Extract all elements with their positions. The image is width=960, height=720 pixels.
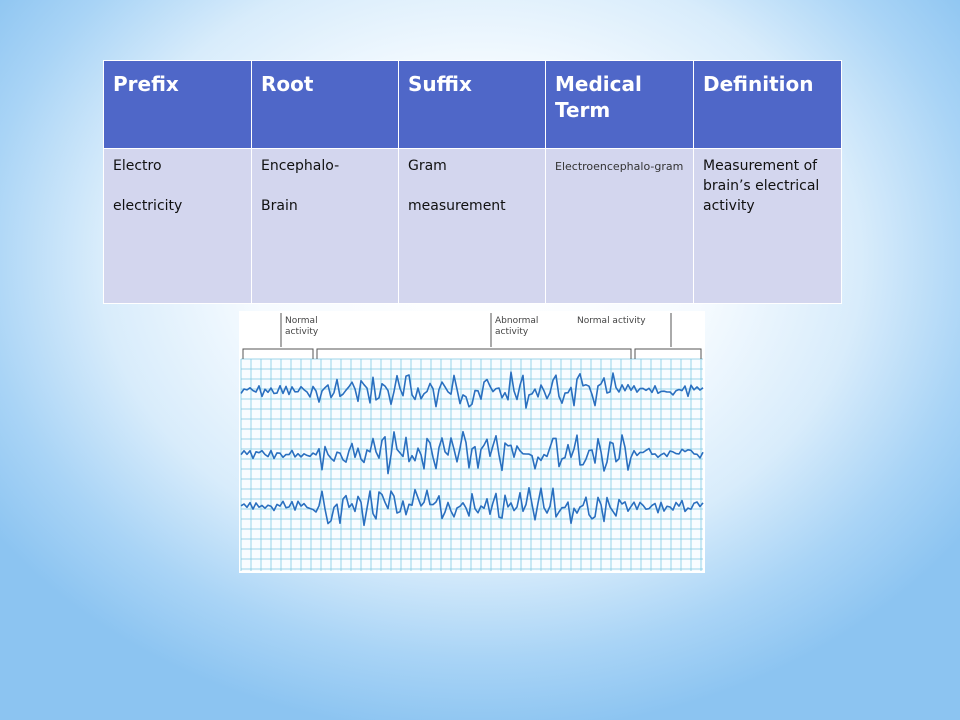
label-normal-left-line1: Normal [285,316,318,326]
definition-text: Measurement of brain’s electrical activity [703,158,820,214]
label-normal-left [285,316,320,337]
suffix-word: Gram [408,158,447,174]
label-abnormal-line1: Abnormal [495,316,539,326]
cell-suffix [399,149,546,304]
label-abnormal-line2: activity [495,327,529,337]
label-normal-left-line2: activity [285,327,319,337]
header-suffix: Suffix [399,61,546,149]
cell-root [252,149,399,304]
cell-prefix [104,149,252,304]
table-header-row [104,61,842,149]
medical-term-table [103,60,842,304]
table-row [104,149,842,304]
suffix-meaning: measurement [408,198,506,214]
eeg-figure [239,311,705,573]
header-root: Root [252,61,399,149]
header-prefix: Prefix [104,61,252,149]
prefix-word: Electro [113,158,162,174]
eeg-chart [239,311,705,573]
cell-definition [694,149,842,304]
header-medical-term: Medical Term [546,61,694,149]
cell-medical-term [546,149,694,304]
label-normal-right: Normal activity [577,316,646,326]
root-word: Encephalo- [261,158,340,174]
prefix-meaning: electricity [113,198,183,214]
header-definition: Definition [694,61,842,149]
root-meaning: Brain [261,198,298,214]
medical-term-text: Electroencephalo-gram [555,160,684,173]
